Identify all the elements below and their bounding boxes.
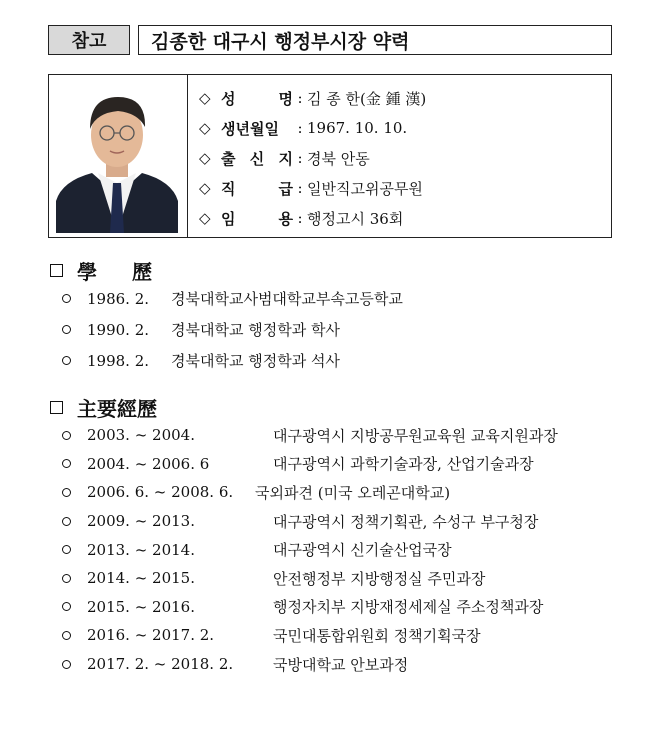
list-item <box>62 564 558 593</box>
circle-bullet-icon <box>62 356 71 365</box>
circle-bullet-icon <box>62 545 71 554</box>
career-list <box>62 421 558 678</box>
page-title-text: 김종한 대구시 행정부시장 약력 <box>151 30 410 53</box>
list-item <box>62 507 558 536</box>
diamond-icon: ◇ <box>199 179 211 197</box>
list-item <box>62 314 403 345</box>
profile-table <box>48 74 612 238</box>
photo-cell <box>49 75 188 237</box>
profile-row-hometown <box>199 143 599 173</box>
circle-bullet-icon <box>62 517 71 526</box>
item-date: 2015. ~ 2016. <box>87 597 195 616</box>
profile-label: 임 용 <box>221 209 293 228</box>
colon: : <box>297 179 303 197</box>
item-text: 경북대학교 행정학과 석사 <box>171 352 340 370</box>
item-date: 2009. ~ 2013. <box>87 512 195 531</box>
profile-label: 직 급 <box>221 179 293 198</box>
circle-bullet-icon <box>62 488 71 497</box>
profile-row-name <box>199 83 599 113</box>
page-title <box>138 25 612 55</box>
checkbox-square-icon <box>50 264 63 277</box>
diamond-icon: ◇ <box>199 149 211 167</box>
education-heading-text: 學 歷 <box>77 260 166 284</box>
item-date: 2013. ~ 2014. <box>87 540 195 559</box>
list-item <box>62 421 558 450</box>
profile-info-list <box>199 83 599 233</box>
list-item <box>62 650 558 679</box>
diamond-icon: ◇ <box>199 209 211 227</box>
item-text: 안전행정부 지방행정실 주민과장 <box>273 569 486 588</box>
profile-photo <box>52 83 182 233</box>
profile-row-appointment <box>199 203 599 233</box>
profile-label: 출 신 지 <box>221 149 293 168</box>
item-date: 2004. ~ 2006. 6 <box>87 454 210 473</box>
colon: : <box>297 89 303 107</box>
reference-tag <box>48 25 130 55</box>
list-item <box>62 450 558 479</box>
item-text: 국방대학교 안보과정 <box>273 655 409 674</box>
career-heading-text: 主要經歷 <box>77 397 157 421</box>
item-date: 2017. 2. ~ 2018. 2. <box>87 655 234 674</box>
item-text: 대구광역시 정책기획관, 수성구 부구청장 <box>273 512 539 531</box>
colon: : <box>297 149 303 167</box>
circle-bullet-icon <box>62 325 71 334</box>
career-heading <box>50 393 157 422</box>
item-date: 1990. 2. <box>87 320 150 339</box>
item-text: 경북대학교 행정학과 학사 <box>171 321 340 339</box>
profile-value: 행정고시 36회 <box>307 209 404 228</box>
item-text: 대구광역시 과학기술과장, 산업기술과장 <box>273 455 534 474</box>
profile-label: 생년월일 <box>221 119 279 138</box>
item-date: 2006. 6. ~ 2008. 6. <box>87 483 234 502</box>
profile-row-grade <box>199 173 599 203</box>
reference-tag-label: 참고 <box>71 31 107 52</box>
education-heading <box>50 256 166 285</box>
colon: : <box>297 209 303 227</box>
list-item <box>62 621 558 650</box>
list-item <box>62 593 558 622</box>
circle-bullet-icon <box>62 431 71 440</box>
profile-label: 성 명 <box>221 89 293 108</box>
education-list <box>62 283 403 376</box>
list-item <box>62 345 403 376</box>
circle-bullet-icon <box>62 660 71 669</box>
item-date: 2003. ~ 2004. <box>87 426 195 445</box>
profile-value: 1967. 10. 10. <box>307 119 408 137</box>
profile-value: 일반직고위공무원 <box>307 179 423 198</box>
list-item <box>62 535 558 564</box>
item-text: 국민대통합위원회 정책기획국장 <box>273 626 481 645</box>
checkbox-square-icon <box>50 401 63 414</box>
item-date: 1998. 2. <box>87 351 150 370</box>
item-text: 대구광역시 지방공무원교육원 교육지원과장 <box>273 426 558 445</box>
list-item <box>62 283 403 314</box>
list-item <box>62 478 558 507</box>
profile-value: 김 종 한(金 鍾 漢) <box>307 89 427 108</box>
item-text: 경북대학교사범대학교부속고등학교 <box>171 290 403 308</box>
diamond-icon: ◇ <box>199 119 211 137</box>
item-date: 2014. ~ 2015. <box>87 569 195 588</box>
circle-bullet-icon <box>62 631 71 640</box>
item-text: 행정자치부 지방재정세제실 주소정책과장 <box>273 598 544 617</box>
colon: : <box>297 119 303 137</box>
profile-row-birthdate <box>199 113 599 143</box>
diamond-icon: ◇ <box>199 89 211 107</box>
item-text: 대구광역시 신기술산업국장 <box>273 541 452 560</box>
profile-value: 경북 안동 <box>307 149 370 168</box>
circle-bullet-icon <box>62 459 71 468</box>
item-date: 1986. 2. <box>87 289 150 308</box>
item-text: 국외파견 (미국 오레곤대학교) <box>255 483 451 502</box>
circle-bullet-icon <box>62 294 71 303</box>
item-date: 2016. ~ 2017. 2. <box>87 626 215 645</box>
circle-bullet-icon <box>62 602 71 611</box>
circle-bullet-icon <box>62 574 71 583</box>
